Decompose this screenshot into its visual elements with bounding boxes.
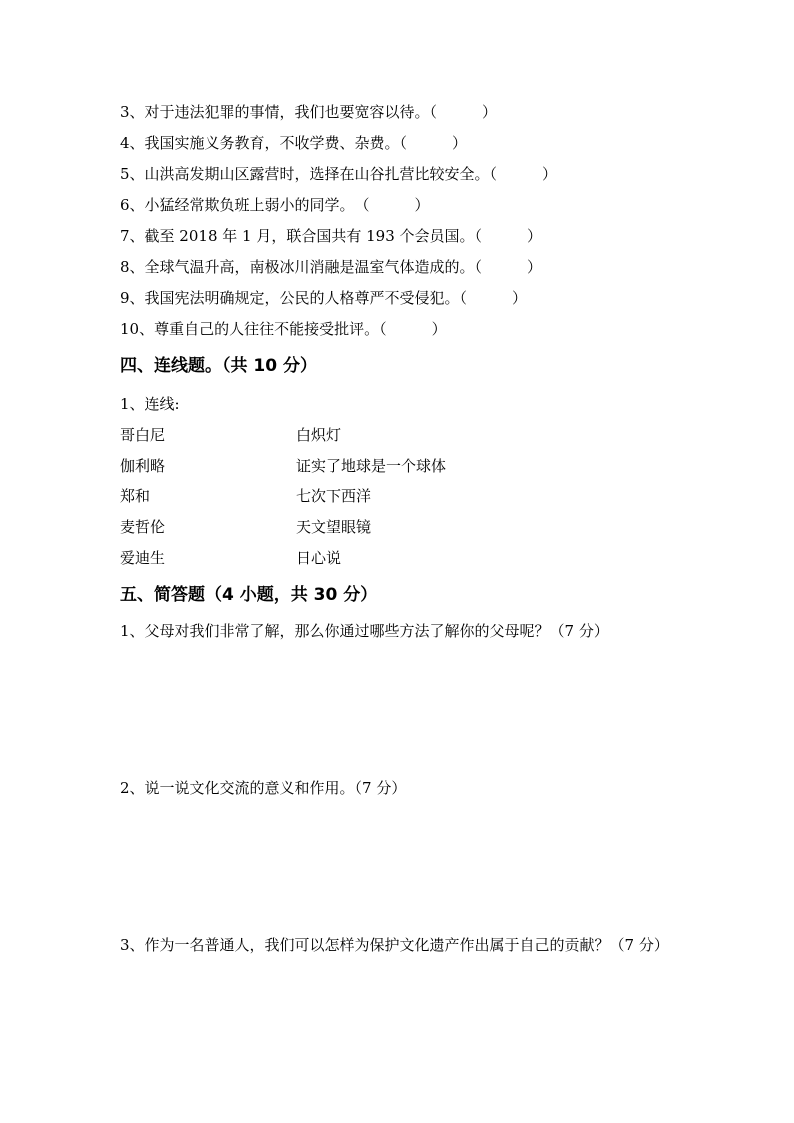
judgement-item-4: 4、我国实施义务教育，不收学费、杂费。（ ）: [120, 134, 468, 152]
matching-right-item: 七次下西洋: [296, 487, 372, 505]
matching-left-item: 郑和: [120, 487, 151, 505]
matching-question: 1、连线:: [120, 395, 180, 413]
judgement-item-8: 8、全球气温升高，南极冰川消融是温室气体造成的。（ ）: [120, 258, 543, 276]
section-4-heading: 四、连线题。（共 10 分）: [120, 356, 317, 376]
matching-right-item: 白炽灯: [296, 426, 342, 444]
judgement-item-9: 9、我国宪法明确规定，公民的人格尊严不受侵犯。（ ）: [120, 289, 528, 307]
matching-left-item: 爱迪生: [120, 549, 166, 567]
short-answer-question-2: 2、说一说文化交流的意义和作用。（7 分）: [120, 779, 407, 797]
short-answer-question-3: 3、作为一名普通人，我们可以怎样为保护文化遗产作出属于自己的贡献？（7 分）: [120, 936, 669, 954]
judgement-item-3: 3、对于违法犯罪的事情，我们也要宽容以待。（ ）: [120, 103, 498, 121]
section-5-heading: 五、简答题（4 小题，共 30 分）: [120, 585, 378, 605]
matching-right-item: 日心说: [296, 549, 342, 567]
matching-left-item: 哥白尼: [120, 426, 166, 444]
matching-left-item: 伽利略: [120, 457, 166, 475]
judgement-item-10: 10、尊重自己的人往往不能接受批评。（ ）: [120, 320, 447, 338]
matching-right-item: 证实了地球是一个球体: [296, 457, 447, 475]
short-answer-question-1: 1、父母对我们非常了解，那么你通过哪些方法了解你的父母呢？（7 分）: [120, 622, 609, 640]
judgement-item-6: 6、小猛经常欺负班上弱小的同学。 （ ）: [120, 196, 430, 214]
matching-left-item: 麦哲伦: [120, 518, 166, 536]
matching-right-item: 天文望眼镜: [296, 518, 372, 536]
judgement-item-7: 7、截至 2018 年 1 月，联合国共有 193 个会员国。（ ）: [120, 227, 543, 245]
judgement-item-5: 5、山洪高发期山区露营时，选择在山谷扎营比较安全。（ ）: [120, 165, 558, 183]
